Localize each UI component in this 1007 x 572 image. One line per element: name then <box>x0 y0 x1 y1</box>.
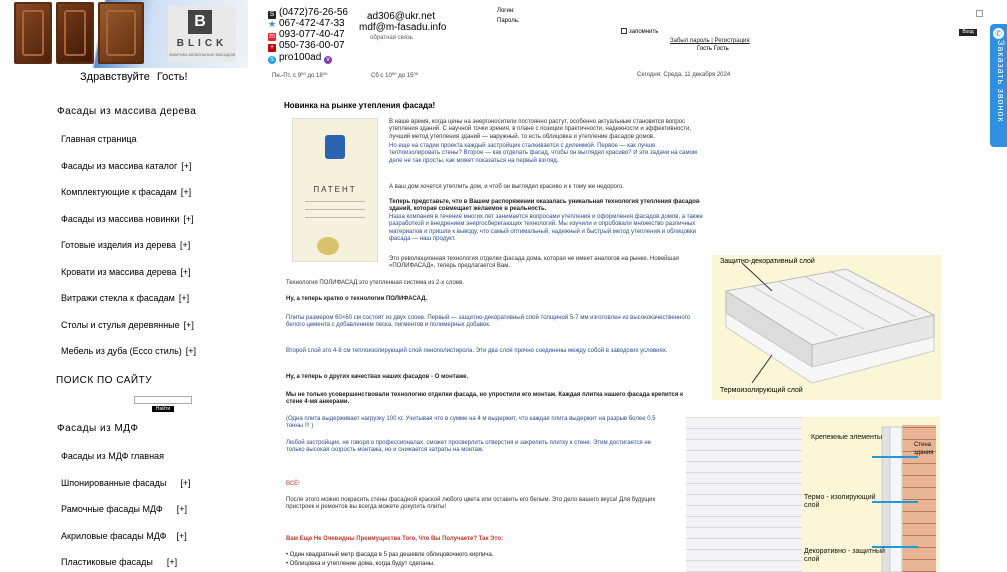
phone-line[interactable] <box>268 18 345 29</box>
door-image <box>56 2 94 64</box>
article-paragraph: После этого можно покрасить стены фасадной краской любого цвета или оставить его белым. Это дело вашего вкуса! Для будущих пристроек и ремонтов вы всегда можете докупить плиты! <box>286 497 656 511</box>
logo-name: BLICK <box>176 38 228 49</box>
article-paragraph: В наше время, когда цены на энергоносители постоянно растут, особенно актуальным становится вопрос утепления зданий. С научной точки зрения, в плане с позиции практичности, надежности и эффективности, лучший метод утепления зданий — наружный, то есть облицовка и утепление фасадов домов. <box>389 119 692 140</box>
hours-weekdays: Пн.-Пт. с 9⁰⁰ до 18⁰⁰ <box>272 73 328 79</box>
star-icon: ★ <box>268 19 277 29</box>
menu-item[interactable] <box>61 267 191 277</box>
article-paragraph: Ну, а теперь кратко о технологии ПОЛИФАСАД. <box>286 296 428 302</box>
expand-toggle[interactable]: [+] <box>181 161 192 171</box>
panel-label-bottom: Термоизолирующий слой <box>720 387 803 394</box>
menu-label: Готовые изделия из дерева <box>61 240 177 250</box>
menu-label: Комплектующие к фасадам <box>61 187 177 197</box>
divider <box>305 209 365 210</box>
article-paragraph: Технология ПОЛИФАСАД это утепленная система из 2-х слоев. <box>286 280 464 286</box>
guest-text: Гость Гость <box>697 46 729 52</box>
login-field[interactable] <box>976 10 983 17</box>
menu-item[interactable] <box>61 504 187 514</box>
menu-item[interactable] <box>61 346 196 356</box>
panel-illustration <box>712 255 941 400</box>
login-label: Логин: <box>497 8 515 14</box>
expand-toggle[interactable]: [+] <box>176 504 187 514</box>
kyivstar-icon: S <box>269 11 275 18</box>
remember-checkbox[interactable] <box>621 28 658 35</box>
logo-subtitle: ФАБРИКА МЕБЕЛЬНЫХ ФАСАДОВ <box>168 52 236 57</box>
list-item: • Облицовка и утепление дома, когда будут сделаны. <box>286 561 435 567</box>
skype-icon: s <box>268 56 276 64</box>
menu-label: Шпонированные фасады <box>61 478 167 488</box>
article-title: Новинка на рынке утепления фасада! <box>284 101 436 110</box>
menu-label: Пластиковые фасады <box>61 557 153 567</box>
article-paragraph: ВСЁ! <box>286 481 300 487</box>
site-logo[interactable] <box>0 0 248 68</box>
callback-label: Заказать звонок <box>996 40 1006 123</box>
expand-toggle[interactable]: [+] <box>176 531 187 541</box>
pointer-line <box>752 355 772 383</box>
expand-toggle[interactable]: [+] <box>180 478 191 488</box>
installation-diagram-image[interactable] <box>686 417 940 572</box>
coat-of-arms-icon <box>325 135 345 159</box>
door-image <box>14 2 52 64</box>
article-paragraph: Наша компания в течение многих лет занимается вопросами утепления и оформления фасадов домов, а также разработкой и внедрением энергосберегающих технологий. Мы изучили и опробовали множество различных материалов и пришли к выводу, что самый оптимальный, надежный и быстрый метод утепления и облицовки фасада — наш продукт. <box>389 214 703 243</box>
password-label: Пароль: <box>497 18 520 24</box>
article-paragraph: (Одна плита выдерживает нагрузку 100 кг. Учитывая что в сумме на 4 м выдержит, что каждая плита выдержит на разрыв более 0,5 тонны !!! ) <box>286 416 656 430</box>
menu-label: Рамочные фасады МДФ <box>61 504 163 514</box>
mts-icon: m <box>269 33 275 40</box>
expand-toggle[interactable]: [+] <box>183 320 194 330</box>
label-wall: Стена здания <box>914 442 934 456</box>
expand-toggle[interactable]: [+] <box>166 557 178 567</box>
search-title: ПОИСК ПО САЙТУ <box>56 375 153 386</box>
list-item: • Один квадратный метр фасада в 5 раз дешевле облицовочного кирпича. <box>286 552 494 558</box>
forgot-register-links[interactable]: Забыл пароль | Регистрация <box>670 38 750 44</box>
menu-item[interactable] <box>61 320 194 330</box>
phone-number: (0472)76-26-56 <box>279 7 348 18</box>
hours-saturday: Сб с 10⁰⁰ до 15⁰⁰ <box>371 73 419 79</box>
email-link[interactable]: ad306@ukr.net <box>367 11 435 22</box>
login-button[interactable]: Вход <box>959 29 977 36</box>
panel-label-top: Защитно-декоративный слой <box>720 258 815 265</box>
menu-item[interactable] <box>61 134 137 144</box>
divider <box>305 217 365 218</box>
article-paragraph: Любой застройщик, не говоря о профессионалах, сможет просверлить отверстия и закрепить плитку к стене. Этим достигается не только высокая скорость монтажа, но и снижается затраты на монтаж. <box>286 440 652 454</box>
menu-label: Кровати из массива дерева <box>61 267 177 277</box>
menu-item[interactable] <box>61 557 177 567</box>
greeting-hello: Здравствуйте <box>80 71 150 83</box>
greeting-user: Гость! <box>156 71 188 83</box>
menu-title: Фасады из массива дерева <box>57 106 197 117</box>
divider <box>305 201 365 202</box>
article-paragraph: Мы не только усовершенствовали технологию отделки фасада, но упростили его монтаж. Каждая плитка нашего фасада крепится к стене 4-мя анкерами. <box>286 392 684 406</box>
expand-toggle[interactable]: [+] <box>180 240 191 250</box>
email-link[interactable]: mdf@m-fasadu.info <box>359 22 447 33</box>
expand-toggle[interactable]: [+] <box>185 346 197 356</box>
greeting <box>80 71 192 83</box>
expand-toggle[interactable]: [+] <box>180 187 192 197</box>
patent-title: ПАТЕНТ <box>313 185 357 194</box>
menu-label: Мебель из дуба (Ecco стиль) <box>61 346 182 356</box>
skype-name: pro100ad <box>279 52 322 63</box>
article-paragraph: Второй слой это 4-8 см теплоизолирующий слой пенополистирола. Эти два слоя прочно соединены между собой в заводских условиях. <box>286 348 668 354</box>
expand-toggle[interactable]: [+] <box>183 214 194 224</box>
article-paragraph: Теперь представьте, что в Вашем распоряжении оказалась уникальная технология утепления фасадов зданий, которая совмещает желаемое в реальность. <box>389 199 700 213</box>
menu-item[interactable] <box>61 214 194 224</box>
menu-label: Главная страница <box>61 134 137 144</box>
menu-title: Фасады из МДФ <box>57 423 139 434</box>
panel-cross-section-image[interactable] <box>712 255 941 400</box>
menu-label: Витражи стекла к фасадам <box>61 293 175 303</box>
phone-line[interactable] <box>268 52 335 64</box>
patent-image[interactable] <box>292 118 378 262</box>
label-deco: Декоративно - защитный слой <box>804 548 885 563</box>
menu-label: Акриловые фасады МДФ <box>61 531 167 541</box>
menu-item[interactable] <box>61 451 164 461</box>
callback-tab[interactable] <box>990 24 1007 147</box>
expand-toggle[interactable]: [+] <box>178 293 190 303</box>
phone-number: 093-077-40-47 <box>279 29 345 40</box>
menu-label: Фасады из МДФ главная <box>61 451 164 461</box>
benefits-list <box>286 551 493 569</box>
article-paragraph: Но еще на стадии проекта каждый застройщик сталкивается с дилеммой. Первое — как лучше теплоизолировать стены? Второе — как отделать фасад, чтобы он выглядел красиво? И эти задачи на самом деле не так просты, как может показаться на первый взгляд. <box>389 143 698 164</box>
checkbox-box[interactable] <box>621 28 627 34</box>
menu-item[interactable] <box>61 293 189 303</box>
current-date: Сегодня: Среда, 11 декабря 2024 <box>637 72 731 78</box>
menu-label: Фасады из массива каталог <box>61 161 178 171</box>
insulation-layer <box>890 427 902 572</box>
viber-icon: v <box>324 56 332 64</box>
phone-number: 067-472-47-33 <box>279 18 345 29</box>
menu-label: Фасады из массива новинки <box>61 214 180 224</box>
phone-line[interactable] <box>268 40 345 52</box>
phone-icon: ✆ <box>993 28 1004 39</box>
article-paragraph: Вам Еще Не Очевидны Преимущества Того, Что Вы Получаете? Так Это: <box>286 536 503 542</box>
article-paragraph: А ваш дом хочется утеплить дом, и чтоб он выглядел красиво и к тому же недорого. <box>389 184 624 190</box>
label-thermo: Термо - изолирующий слой <box>804 494 876 509</box>
remember-label: запомнить <box>629 29 659 35</box>
expand-toggle[interactable]: [+] <box>180 267 191 277</box>
feedback-link[interactable]: обратная связь <box>370 35 413 41</box>
menu-item[interactable] <box>61 161 192 171</box>
logo-letter: B <box>188 10 212 34</box>
article-paragraph: Ну, а теперь о других качествах наших фасадов - О монтаже. <box>286 374 469 380</box>
life-icon: + <box>269 44 275 51</box>
seal-icon <box>317 237 339 255</box>
phone-number: 050-736-00-07 <box>279 40 345 51</box>
menu-label: Столы и стулья деревянные <box>61 320 180 330</box>
search-button[interactable]: Найти <box>152 406 174 412</box>
article-paragraph: Плиты размером 60×60 см состоят из двух слоев. Первый — защитно-декоративный слой толщиной 5-7 мм изготовлен из высококачественного белого цемента с добавлением песка, пигментов и полимерных добавок. <box>286 315 691 329</box>
door-image <box>98 2 144 64</box>
label-fasteners: Крепежные элементы <box>811 434 883 441</box>
article-paragraph: Это революционная технология отделки фасада дома, которая не имеет аналогов на рынке. Новейшая «ПОЛИФАСАД», теперь предлагается Вам. <box>389 256 679 270</box>
menu-item[interactable] <box>61 187 191 197</box>
menu-item[interactable] <box>61 478 191 488</box>
menu-item[interactable] <box>61 531 187 541</box>
menu-item[interactable] <box>61 240 190 250</box>
search-input[interactable] <box>134 396 192 404</box>
logo-badge <box>168 6 236 62</box>
